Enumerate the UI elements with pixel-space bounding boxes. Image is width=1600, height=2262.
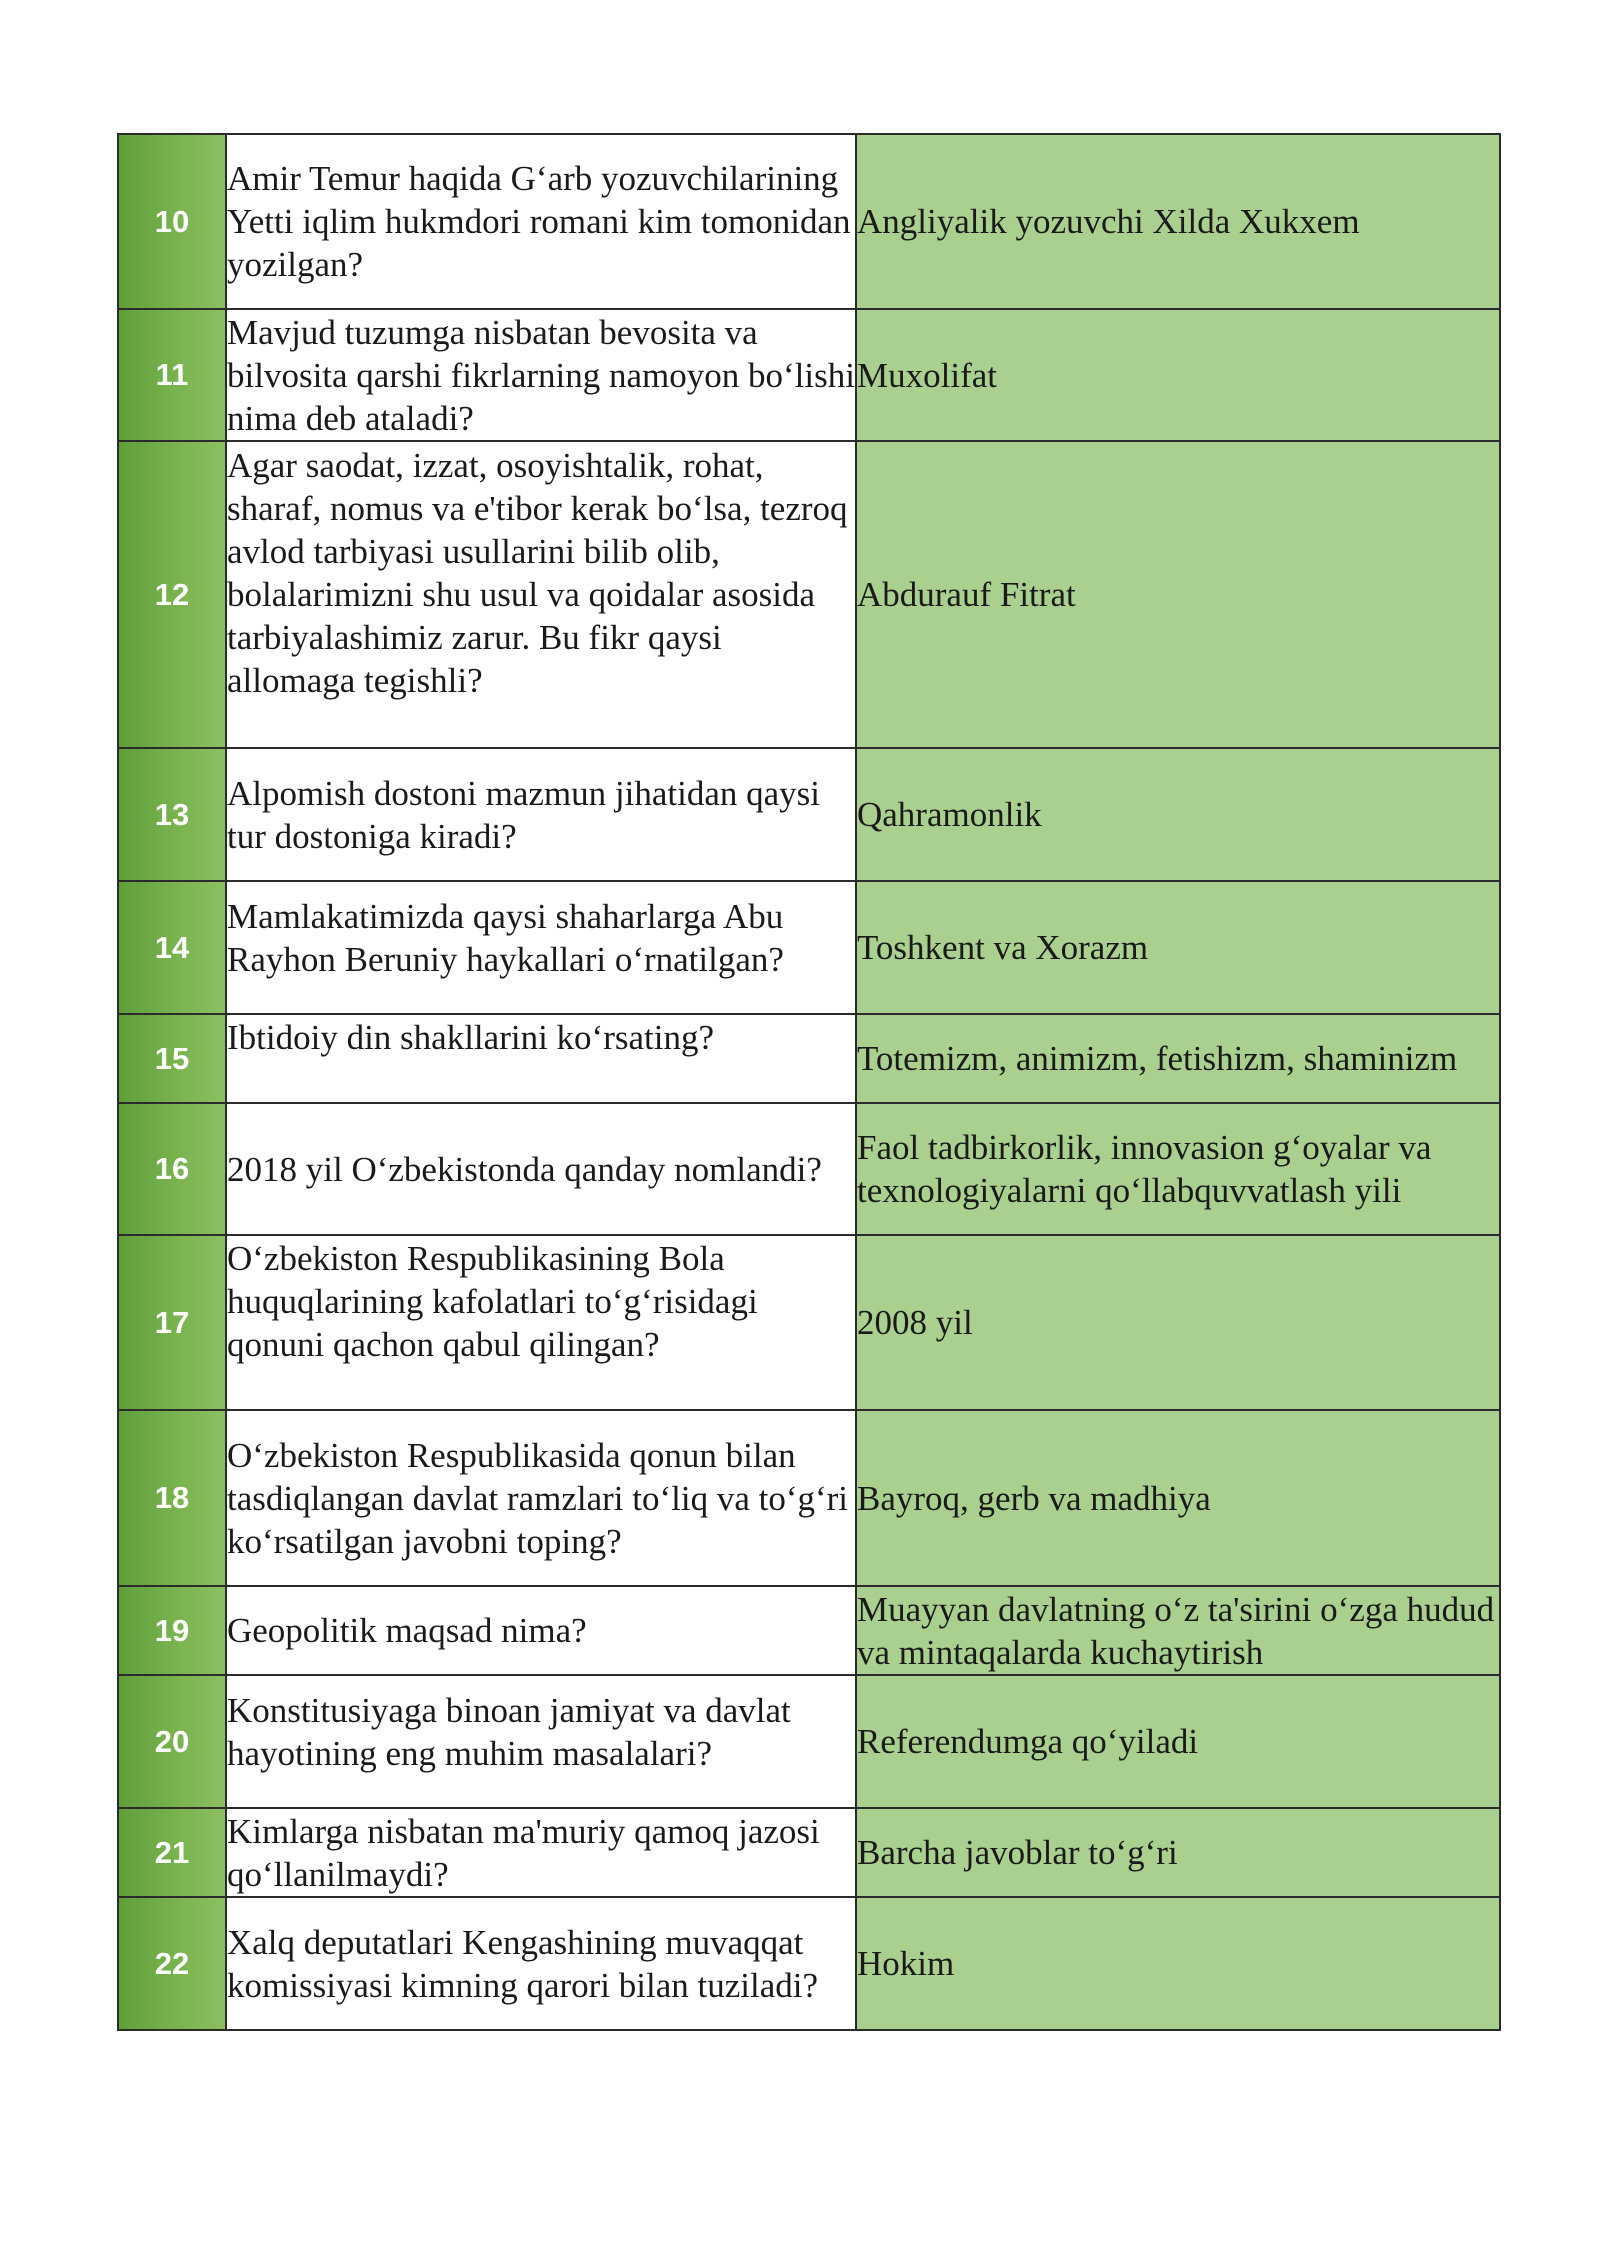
row-number: 13 xyxy=(118,748,226,881)
answer-cell: 2008 yil xyxy=(856,1235,1500,1410)
table-row xyxy=(118,1103,1500,1235)
answer-cell: Faol tadbirkorlik, innovasion g‘oyalar va texnologiyalarni qo‘llabquvvatlash yili xyxy=(856,1103,1500,1235)
question-cell: O‘zbekiston Respublikasining Bola huquqlarining kafolatlari to‘g‘risidagi qonuni qachon qabul qilingan? xyxy=(226,1235,856,1410)
question-cell: Agar saodat, izzat, osoyishtalik, rohat, sharaf, nomus va e'tibor kerak bo‘lsa, tezroq avlod tarbiyasi usullarini bilib olib, bolalarimizni shu usul va qoidalar asosida tarbiyalashimiz zarur. Bu fikr qaysi allomaga tegishli? xyxy=(226,441,856,748)
table-row xyxy=(118,881,1500,1014)
row-number: 20 xyxy=(118,1675,226,1808)
row-number: 17 xyxy=(118,1235,226,1410)
question-cell: Xalq deputatlari Kengashining muvaqqat komissiyasi kimning qarori bilan tuziladi? xyxy=(226,1897,856,2030)
answer-cell: Muxolifat xyxy=(856,309,1500,441)
row-number: 19 xyxy=(118,1586,226,1675)
answer-cell: Qahramonlik xyxy=(856,748,1500,881)
question-cell: Mamlakatimizda qaysi shaharlarga Abu Rayhon Beruniy haykallari o‘rnatilgan? xyxy=(226,881,856,1014)
table-row xyxy=(118,1897,1500,2030)
question-cell: Amir Temur haqida G‘arb yozuvchilarining Yetti iqlim hukmdori romani kim tomonidan yozilgan? xyxy=(226,134,856,309)
table-row xyxy=(118,1808,1500,1897)
question-cell: Mavjud tuzumga nisbatan bevosita va bilvosita qarshi fikrlarning namoyon bo‘lishi nima deb ataladi? xyxy=(226,309,856,441)
question-cell: Kimlarga nisbatan ma'muriy qamoq jazosi qo‘llanilmaydi? xyxy=(226,1808,856,1897)
table-row xyxy=(118,1014,1500,1103)
row-number: 12 xyxy=(118,441,226,748)
row-number: 14 xyxy=(118,881,226,1014)
table-row xyxy=(118,1586,1500,1675)
table-row xyxy=(118,1235,1500,1410)
question-cell: 2018 yil O‘zbekistonda qanday nomlandi? xyxy=(226,1103,856,1235)
table-row xyxy=(118,748,1500,881)
answer-cell: Abdurauf Fitrat xyxy=(856,441,1500,748)
answer-cell: Barcha javoblar to‘g‘ri xyxy=(856,1808,1500,1897)
row-number: 21 xyxy=(118,1808,226,1897)
row-number: 11 xyxy=(118,309,226,441)
answer-cell: Muayyan davlatning o‘z ta'sirini o‘zga hudud va mintaqalarda kuchaytirish xyxy=(856,1586,1500,1675)
row-number: 15 xyxy=(118,1014,226,1103)
row-number: 18 xyxy=(118,1410,226,1586)
table-row xyxy=(118,1675,1500,1808)
answer-cell: Bayroq, gerb va madhiya xyxy=(856,1410,1500,1586)
answer-cell: Angliyalik yozuvchi Xilda Xukxem xyxy=(856,134,1500,309)
question-cell: Ibtidoiy din shakllarini ko‘rsating? xyxy=(226,1014,856,1103)
row-number: 16 xyxy=(118,1103,226,1235)
answer-cell: Referendumga qo‘yiladi xyxy=(856,1675,1500,1808)
table-row xyxy=(118,441,1500,748)
question-cell: O‘zbekiston Respublikasida qonun bilan tasdiqlangan davlat ramzlari to‘liq va to‘g‘ri ko‘rsatilgan javobni toping? xyxy=(226,1410,856,1586)
answer-cell: Totemizm, animizm, fetishizm, shaminizm xyxy=(856,1014,1500,1103)
qa-table xyxy=(117,133,1501,2031)
answer-cell: Toshkent va Xorazm xyxy=(856,881,1500,1014)
table-row xyxy=(118,1410,1500,1586)
table-row xyxy=(118,309,1500,441)
row-number: 10 xyxy=(118,134,226,309)
question-cell: Alpomish dostoni mazmun jihatidan qaysi tur dostoniga kiradi? xyxy=(226,748,856,881)
table-row xyxy=(118,134,1500,309)
row-number: 22 xyxy=(118,1897,226,2030)
question-cell: Geopolitik maqsad nima? xyxy=(226,1586,856,1675)
answer-cell: Hokim xyxy=(856,1897,1500,2030)
question-cell: Konstitusiyaga binoan jamiyat va davlat hayotining eng muhim masalalari? xyxy=(226,1675,856,1808)
